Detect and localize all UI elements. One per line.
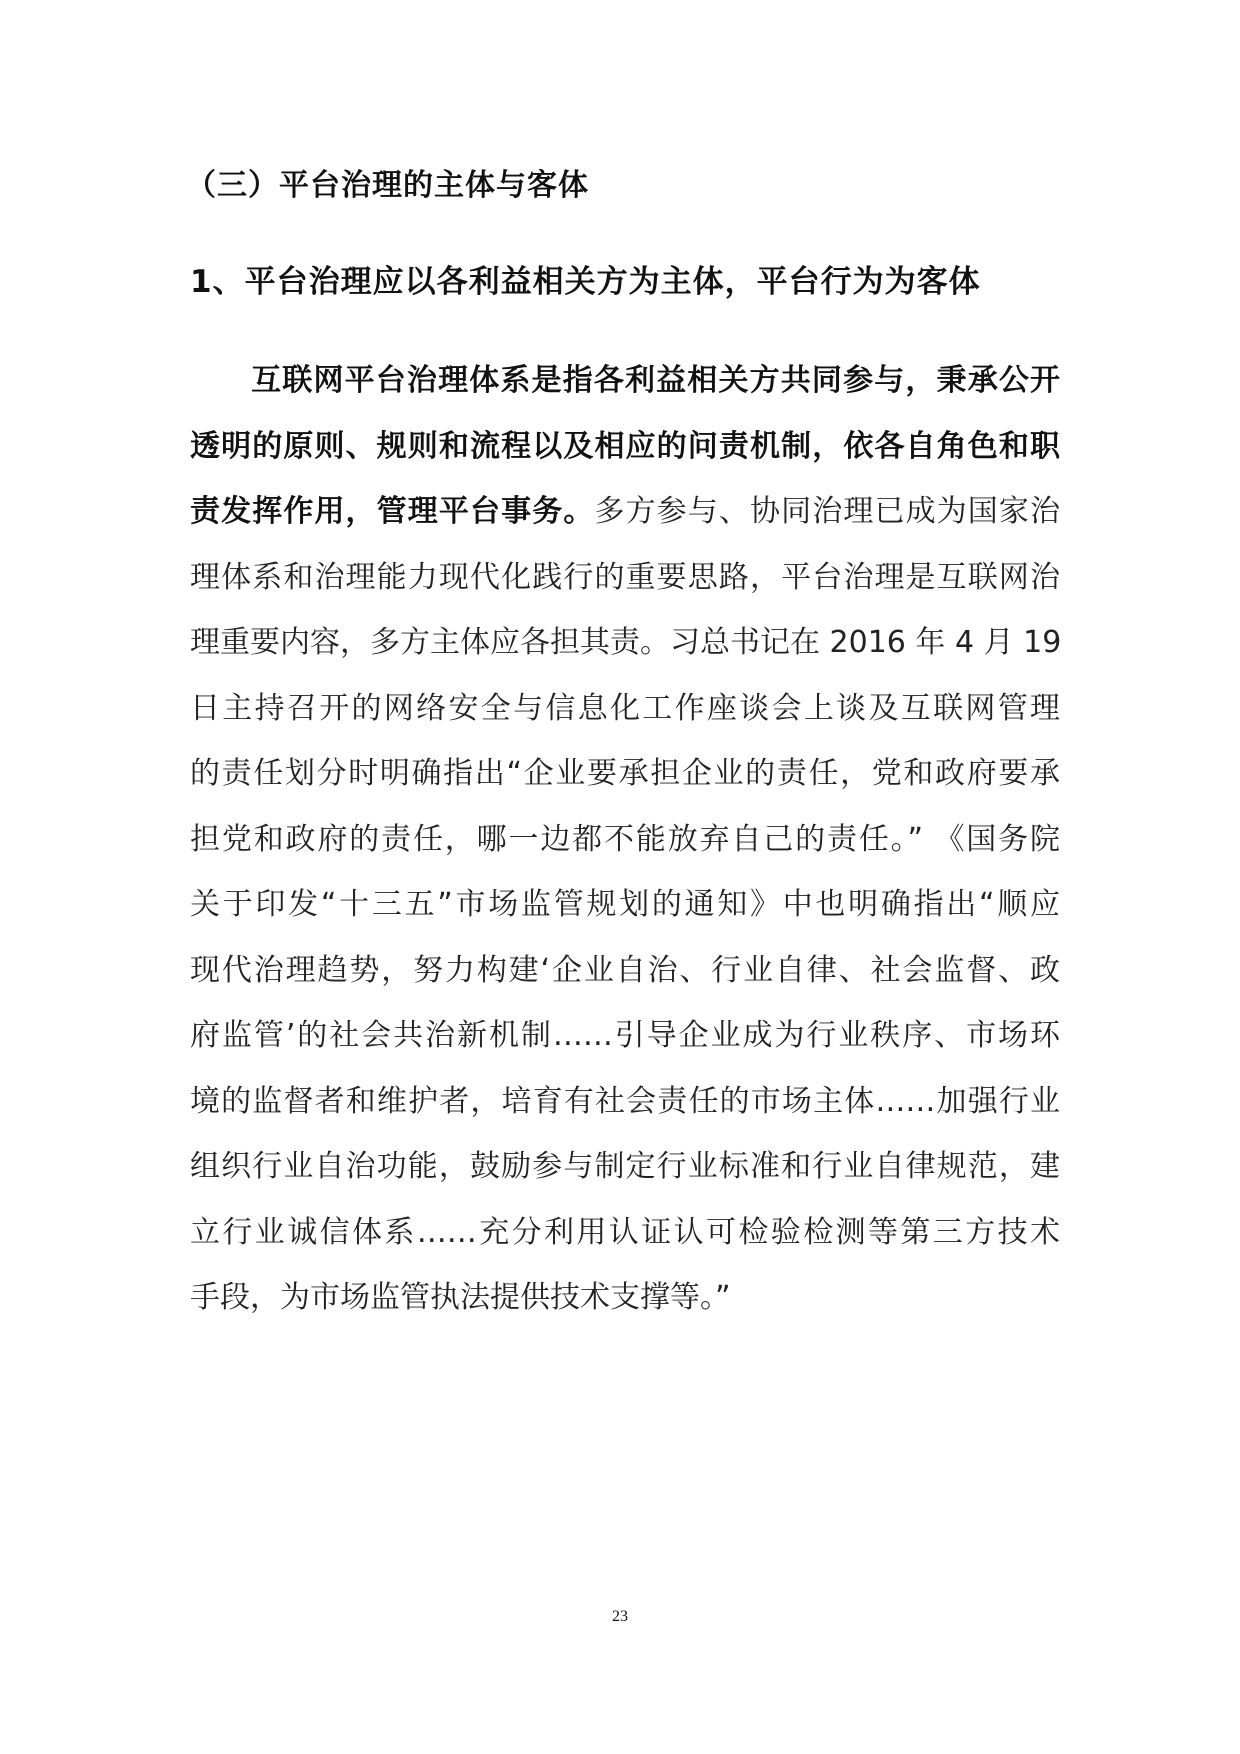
paragraph-line: 现代治理趋势，努力构建‘企业自治、行业自律、社会监督、政	[190, 952, 1060, 988]
paragraph-line: 的责任划分时明确指出“企业要承担企业的责任，党和政府要承	[190, 756, 1060, 791]
paragraph-line: 关于印发“十三五”市场监管规划的通知》中也明确指出“顺应	[190, 887, 1060, 922]
paragraph-line: 责发挥作用，管理平台事务。多方参与、协同治理已成为国家治	[190, 494, 1061, 529]
paragraph-line: 透明的原则、规则和流程以及相应的问责机制，依各自角色和职	[190, 428, 1060, 464]
paragraph-line: 担党和政府的责任，哪一边都不能放弃自己的责任。” 《国务院	[190, 821, 1060, 857]
paragraph-line: 组织行业自治功能，鼓励参与制定行业标准和行业自律规范，建	[190, 1149, 1060, 1184]
paragraph-line: 手段，为市场监管执法提供技术支撑等。”	[190, 1280, 731, 1315]
paragraph-line: 理体系和治理能力现代化践行的重要思路，平台治理是互联网治	[190, 559, 1060, 595]
page-number: 23	[612, 1608, 628, 1625]
paragraph-line: 日主持召开的网络安全与信息化工作座谈会上谈及互联网管理	[190, 690, 1060, 726]
body-paragraph	[190, 348, 1060, 1331]
paragraph-line: 互联网平台治理体系是指各利益相关方共同参与，秉承公开	[250, 363, 1060, 398]
section-heading: （三）平台治理的主体与客体	[186, 168, 589, 203]
sub-heading: 1、平台治理应以各利益相关方为主体，平台行为为客体	[190, 264, 981, 300]
paragraph-line: 理重要内容，多方主体应各担其责。习总书记在 2016 年 4 月 19	[190, 625, 1062, 660]
paragraph-line: 境的监督者和维护者，培育有社会责任的市场主体……加强行业	[190, 1083, 1060, 1119]
paragraph-line: 立行业诚信体系……充分利用认证认可检验检测等第三方技术	[190, 1214, 1060, 1250]
paragraph-line: 府监管’的社会共治新机制……引导企业成为行业秩序、市场环	[190, 1018, 1060, 1053]
